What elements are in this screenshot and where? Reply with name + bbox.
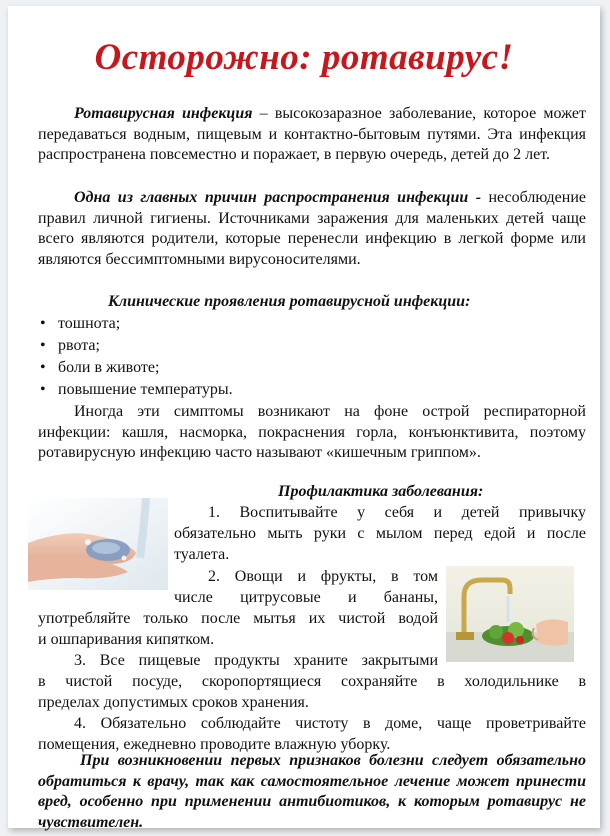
list-item: • повышение температуры. [38,379,578,401]
prevention-item-1-line: обязательно мыть руки с мылом перед едой и после [174,525,586,542]
prevention-item-2-line: и ошпаривания кипятком. [38,631,215,648]
symptoms-list [38,313,578,401]
prevention-item-3-line: пределах допустимых сроков хранения. [38,694,309,711]
prevention-item-3-line: 3. Все пищевые продукты храните закрытыми [74,652,438,669]
list-item: • боли в животе; [38,357,578,379]
causes-lead: Одна из главных причин распространения инфекции - [74,189,482,206]
symptoms-heading: Клинические проявления ротавирусной инфекции: [108,293,471,310]
intro-text: – высокозаразное заболевание, которое может передаваться водным, пищевым и контактно-бытовым путями. Эта инфекция распространена повсеместно и поражает, в первую очередь, детей до 2 лет. [38,105,586,163]
list-item: • тошнота; [38,313,578,335]
intro-paragraph [38,104,586,166]
prevention-item-1-line: туалета. [174,546,230,563]
hand-washing-image [28,498,168,590]
causes-text: несоблюдение правил личной гигиены. Источниками заражения для маленьких детей чаще всего являются родители, которые перенесли инфекцию в легкой форме или являются бессимптомными вирусоносителями. [38,189,586,268]
prevention-heading: Профилактика заболевания: [278,483,484,500]
prevention-item-2-line: 2. Овощи и фрукты, в том [208,568,438,585]
vegetable-washing-image [446,566,574,662]
poster-title: Осторожно: ротавирус! [94,37,514,78]
warning-paragraph: При возникновении первых признаков болезни следует обязательно обратиться к врачу, так как самостоятельное лечение может принести вред, особенно при применении антибиотиков, к которым ротавирус не чувствителен. [38,752,586,831]
prevention-item-2-line: числе цитрусовые и бананы, [174,589,438,606]
prevention-item-1-line: 1. Воспитывайте у себя и детей привычку [208,504,586,521]
intro-lead: Ротавирусная инфекция [74,105,253,122]
causes-paragraph [38,188,586,270]
respiratory-paragraph: Иногда эти симптомы возникают на фоне острой респираторной инфекции: кашля, насморка, покраснения горла, конъюнктивита, поэтому ротавирусную инфекцию часто называют «кишечным гриппом». [38,403,586,461]
prevention-item-2-line: употребляйте только после мытья их чистой водой [38,610,438,627]
prevention-item-3-line: в чистой посуде, скоропортящиеся сохраняйте в холодильнике в [38,673,586,690]
prevention-item-4: 4. Обязательно соблюдайте чистоту в доме, чаще проветривайте помещения, ежедневно проводите влажную уборку. [38,715,586,753]
poster-sheet [8,6,600,831]
list-item: • рвота; [38,335,578,357]
